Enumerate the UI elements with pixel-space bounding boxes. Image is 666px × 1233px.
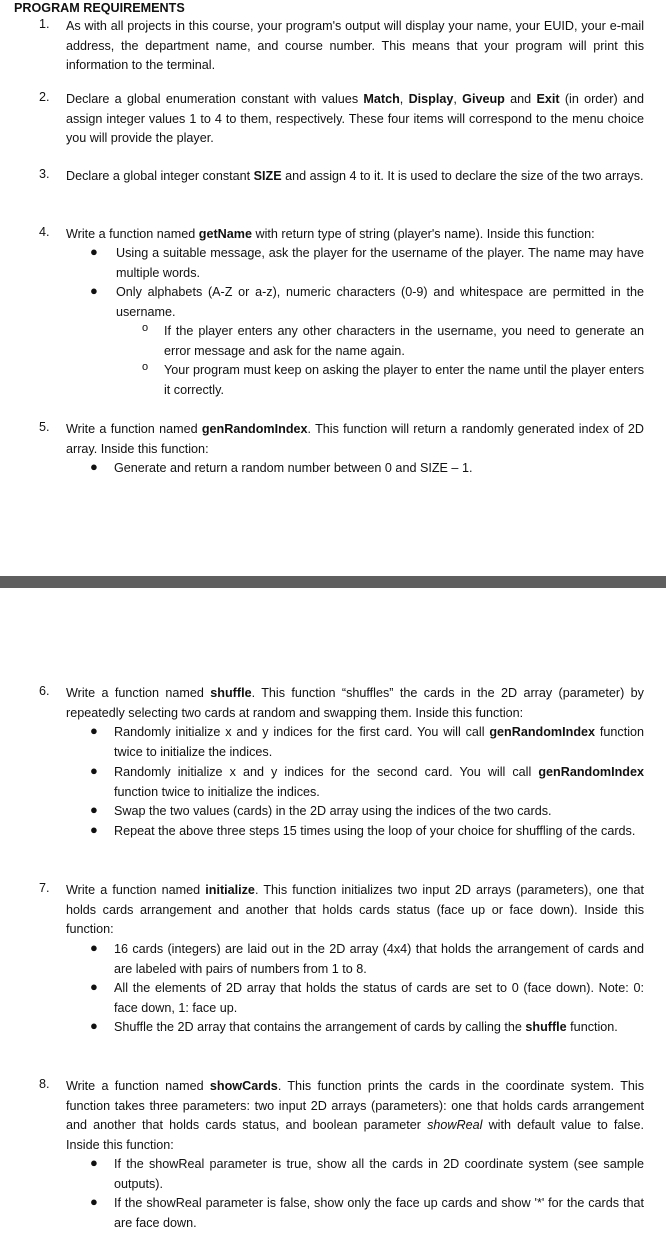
bullet-item: Using a suitable message, ask the player for the username of the player. The name may have multiple words. (116, 246, 644, 280)
bullet-icon: ● (90, 763, 98, 778)
item-number: 5. (39, 420, 50, 434)
requirement-text: Write a function named getName with return type of string (player's name). Inside this function: (66, 227, 595, 241)
bullet-icon: ● (90, 1018, 98, 1033)
bullet-icon: ● (90, 459, 98, 474)
document-page-2 (0, 588, 666, 1233)
bullet-item: Randomly initialize x and y indices for the first card. You will call genRandomIndex function twice to initialize the indices. (114, 725, 644, 759)
requirement-text: Write a function named initialize. This function initializes two input 2D arrays (parameters), one that holds cards arrangement and another that holds cards status (face up or face down). Inside this function: (66, 883, 644, 937)
bullet-item: Only alphabets (A-Z or a-z), numeric characters (0-9) and whitespace are permitted in the username. (116, 285, 644, 319)
bullet-item: All the elements of 2D array that holds the status of cards are set to 0 (face down). Note: 0: face down, 1: face up. (114, 981, 644, 1015)
item-number: 2. (39, 90, 50, 104)
bullet-icon: ● (90, 802, 98, 817)
section-heading: PROGRAM REQUIREMENTS (14, 1, 185, 15)
bullet-item: Shuffle the 2D array that contains the arrangement of cards by calling the shuffle function. (114, 1020, 618, 1034)
bullet-item: Randomly initialize x and y indices for the second card. You will call genRandomIndex function twice to initialize the indices. (114, 765, 644, 799)
item-number: 4. (39, 225, 50, 239)
item-number: 8. (39, 1077, 50, 1091)
bullet-item: Repeat the above three steps 15 times using the loop of your choice for shuffling of the cards. (114, 824, 636, 838)
requirement-text: As with all projects in this course, your program's output will display your name, your EUID, your e-mail address, the department name, and course number. This means that your program will print this information to the terminal. (66, 19, 644, 73)
requirement-text: Write a function named showCards. This function prints the cards in the coordinate system. This function takes three parameters: two input 2D arrays (parameters): one that holds cards arrangement and another that holds cards status, and boolean parameter showReal with default value to false. Inside this function: (66, 1079, 644, 1152)
sub-bullet-item: Your program must keep on asking the player to enter the name until the player enters it correctly. (164, 363, 644, 397)
bullet-icon: ● (90, 244, 98, 259)
item-number: 7. (39, 881, 50, 895)
bullet-icon: ● (90, 940, 98, 955)
document-page-1 (0, 0, 666, 576)
bullet-item: 16 cards (integers) are laid out in the 2D array (4x4) that holds the arrangement of cards and are labeled with pairs of numbers from 1 to 8. (114, 942, 644, 976)
bullet-item: If the showReal parameter is false, show only the face up cards and show '*' for the cards that are face down. (114, 1196, 644, 1230)
bullet-item: Swap the two values (cards) in the 2D array using the indices of the two cards. (114, 804, 552, 818)
bullet-icon: ● (90, 1194, 98, 1209)
requirement-text: Declare a global integer constant SIZE and assign 4 to it. It is used to declare the size of the two arrays. (66, 169, 644, 183)
bullet-icon: ● (90, 822, 98, 837)
circle-bullet-icon: o (142, 361, 149, 373)
bullet-icon: ● (90, 1155, 98, 1170)
sub-bullet-item: If the player enters any other characters in the username, you need to generate an error message and ask for the name again. (164, 324, 644, 358)
bullet-item: Generate and return a random number between 0 and SIZE – 1. (114, 461, 473, 475)
bullet-icon: ● (90, 723, 98, 738)
bullet-item: If the showReal parameter is true, show all the cards in 2D coordinate system (see sample outputs). (114, 1157, 644, 1191)
requirement-text: Write a function named genRandomIndex. This function will return a randomly generated index of 2D array. Inside this function: (66, 422, 644, 456)
item-number: 6. (39, 684, 50, 698)
bullet-icon: ● (90, 283, 98, 298)
requirement-text: Write a function named shuffle. This function “shuffles” the cards in the 2D array (parameter) by repeatedly selecting two cards at random and swapping them. Inside this function: (66, 686, 644, 720)
requirement-text: Declare a global enumeration constant with values Match, Display, Giveup and Exit (in order) and assign integer values 1 to 4 to them, respectively. These four items will correspond to the menu choice you will provide the player. (66, 92, 644, 146)
item-number: 1. (39, 17, 50, 31)
bullet-icon: ● (90, 979, 98, 994)
item-number: 3. (39, 167, 50, 181)
page-break (0, 576, 666, 588)
circle-bullet-icon: o (142, 322, 149, 334)
